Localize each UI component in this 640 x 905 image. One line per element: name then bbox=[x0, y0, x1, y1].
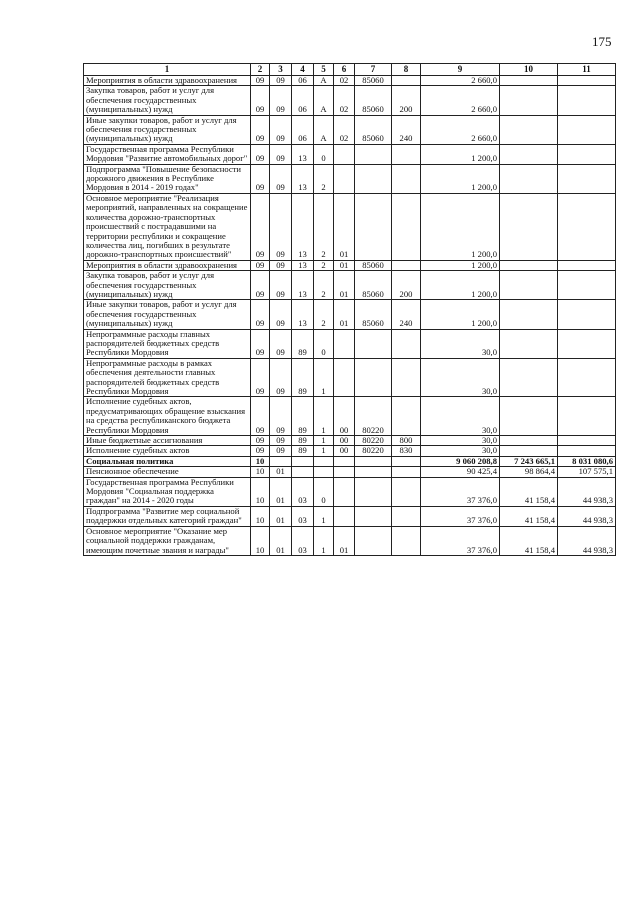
expense-type-cell: 830 bbox=[392, 446, 421, 456]
subsection-code-cell: 01 bbox=[270, 477, 292, 506]
subsection-code-cell: 01 bbox=[270, 506, 292, 526]
program-code-cell: 03 bbox=[292, 526, 314, 555]
amount-col9-cell: 90 425,4 bbox=[421, 467, 500, 477]
event-code-cell bbox=[334, 477, 355, 506]
subprogram-code-cell: 1 bbox=[314, 506, 334, 526]
table-row bbox=[84, 456, 616, 466]
event-code-cell bbox=[334, 329, 355, 358]
header-cell-3: 3 bbox=[270, 64, 292, 76]
subprogram-code-cell: 2 bbox=[314, 260, 334, 270]
expense-type-cell bbox=[392, 477, 421, 506]
target-article-cell bbox=[355, 526, 392, 555]
subsection-code-cell: 01 bbox=[270, 467, 292, 477]
row-name-cell: Мероприятия в области здравоохранения bbox=[84, 260, 251, 270]
amount-col10-cell bbox=[500, 193, 558, 260]
program-code-cell: 89 bbox=[292, 358, 314, 397]
amount-col10-cell bbox=[500, 446, 558, 456]
table-row bbox=[84, 76, 616, 86]
expense-type-cell bbox=[392, 467, 421, 477]
program-code-cell: 03 bbox=[292, 477, 314, 506]
header-cell-5: 5 bbox=[314, 64, 334, 76]
table-row bbox=[84, 164, 616, 193]
subsection-code-cell: 09 bbox=[270, 144, 292, 164]
amount-col10-cell bbox=[500, 260, 558, 270]
amount-col10-cell bbox=[500, 358, 558, 397]
section-code-cell: 10 bbox=[251, 506, 270, 526]
expense-type-cell bbox=[392, 506, 421, 526]
expense-type-cell bbox=[392, 260, 421, 270]
row-name-cell: Государственная программа Республики Мордовия "Социальная поддержка граждан" на 2014 - 2020 годы bbox=[84, 477, 251, 506]
subprogram-code-cell: 2 bbox=[314, 300, 334, 329]
row-name-cell: Социальная политика bbox=[84, 456, 251, 466]
amount-col10-cell bbox=[500, 76, 558, 86]
section-code-cell: 09 bbox=[251, 260, 270, 270]
amount-col10-cell bbox=[500, 164, 558, 193]
amount-col11-cell bbox=[558, 358, 616, 397]
subsection-code-cell: 09 bbox=[270, 397, 292, 436]
table-row bbox=[84, 260, 616, 270]
subprogram-code-cell: A bbox=[314, 115, 334, 144]
subprogram-code-cell: 1 bbox=[314, 358, 334, 397]
program-code-cell: 13 bbox=[292, 144, 314, 164]
expense-type-cell: 200 bbox=[392, 271, 421, 300]
amount-col11-cell bbox=[558, 436, 616, 446]
table-row bbox=[84, 397, 616, 436]
table-header-row bbox=[84, 64, 616, 76]
table-row bbox=[84, 446, 616, 456]
section-code-cell: 09 bbox=[251, 144, 270, 164]
expense-type-cell: 240 bbox=[392, 115, 421, 144]
expense-type-cell bbox=[392, 193, 421, 260]
subsection-code-cell: 09 bbox=[270, 260, 292, 270]
program-code-cell: 89 bbox=[292, 397, 314, 436]
header-cell-6: 6 bbox=[334, 64, 355, 76]
section-code-cell: 10 bbox=[251, 526, 270, 555]
target-article-cell bbox=[355, 506, 392, 526]
subprogram-code-cell: 1 bbox=[314, 397, 334, 436]
budget-table bbox=[83, 63, 616, 556]
target-article-cell: 80220 bbox=[355, 397, 392, 436]
target-article-cell bbox=[355, 467, 392, 477]
table-row bbox=[84, 115, 616, 144]
row-name-cell: Мероприятия в области здравоохранения bbox=[84, 76, 251, 86]
table-row bbox=[84, 193, 616, 260]
target-article-cell bbox=[355, 329, 392, 358]
program-code-cell: 89 bbox=[292, 436, 314, 446]
amount-col10-cell bbox=[500, 436, 558, 446]
section-code-cell: 09 bbox=[251, 271, 270, 300]
expense-type-cell bbox=[392, 144, 421, 164]
row-name-cell: Подпрограмма "Повышение безопасности дорожного движения в Республике Мордовия в 2014 - 2019 годах" bbox=[84, 164, 251, 193]
expense-type-cell bbox=[392, 358, 421, 397]
amount-col11-cell: 44 938,3 bbox=[558, 477, 616, 506]
amount-col10-cell bbox=[500, 86, 558, 115]
amount-col11-cell bbox=[558, 260, 616, 270]
target-article-cell bbox=[355, 164, 392, 193]
subprogram-code-cell: 0 bbox=[314, 144, 334, 164]
section-code-cell: 09 bbox=[251, 115, 270, 144]
section-code-cell: 10 bbox=[251, 477, 270, 506]
subprogram-code-cell: 1 bbox=[314, 446, 334, 456]
amount-col11-cell bbox=[558, 144, 616, 164]
subprogram-code-cell: 0 bbox=[314, 477, 334, 506]
program-code-cell: 89 bbox=[292, 329, 314, 358]
program-code-cell: 06 bbox=[292, 115, 314, 144]
amount-col11-cell bbox=[558, 329, 616, 358]
amount-col9-cell: 30,0 bbox=[421, 358, 500, 397]
event-code-cell bbox=[334, 144, 355, 164]
subprogram-code-cell bbox=[314, 467, 334, 477]
section-code-cell: 09 bbox=[251, 193, 270, 260]
amount-col11-cell bbox=[558, 446, 616, 456]
table-row bbox=[84, 300, 616, 329]
table-row bbox=[84, 144, 616, 164]
event-code-cell: 00 bbox=[334, 397, 355, 436]
row-name-cell: Исполнение судебных актов bbox=[84, 446, 251, 456]
table-row bbox=[84, 477, 616, 506]
amount-col9-cell: 37 376,0 bbox=[421, 526, 500, 555]
amount-col10-cell bbox=[500, 144, 558, 164]
amount-col11-cell bbox=[558, 193, 616, 260]
amount-col9-cell: 2 660,0 bbox=[421, 76, 500, 86]
expense-type-cell bbox=[392, 164, 421, 193]
amount-col11-cell bbox=[558, 300, 616, 329]
amount-col11-cell bbox=[558, 397, 616, 436]
subsection-code-cell: 09 bbox=[270, 436, 292, 446]
row-name-cell: Иные закупки товаров, работ и услуг для обеспечения государственных (муниципальных) нужд bbox=[84, 300, 251, 329]
section-code-cell: 09 bbox=[251, 446, 270, 456]
subprogram-code-cell: 1 bbox=[314, 436, 334, 446]
amount-col9-cell: 37 376,0 bbox=[421, 477, 500, 506]
row-name-cell: Непрограммные расходы главных распорядителей бюджетных средств Республики Мордовия bbox=[84, 329, 251, 358]
section-code-cell: 09 bbox=[251, 164, 270, 193]
program-code-cell: 13 bbox=[292, 260, 314, 270]
event-code-cell bbox=[334, 164, 355, 193]
target-article-cell: 85060 bbox=[355, 86, 392, 115]
row-name-cell: Пенсионное обеспечение bbox=[84, 467, 251, 477]
target-article-cell bbox=[355, 193, 392, 260]
target-article-cell: 85060 bbox=[355, 271, 392, 300]
event-code-cell bbox=[334, 456, 355, 466]
event-code-cell: 02 bbox=[334, 115, 355, 144]
amount-col11-cell bbox=[558, 76, 616, 86]
target-article-cell: 85060 bbox=[355, 260, 392, 270]
amount-col10-cell bbox=[500, 397, 558, 436]
event-code-cell: 00 bbox=[334, 436, 355, 446]
expense-type-cell bbox=[392, 456, 421, 466]
event-code-cell: 01 bbox=[334, 193, 355, 260]
table-row bbox=[84, 271, 616, 300]
section-code-cell: 09 bbox=[251, 358, 270, 397]
target-article-cell: 80220 bbox=[355, 436, 392, 446]
section-code-cell: 09 bbox=[251, 329, 270, 358]
amount-col10-cell: 98 864,4 bbox=[500, 467, 558, 477]
subsection-code-cell: 09 bbox=[270, 76, 292, 86]
header-cell-2: 2 bbox=[251, 64, 270, 76]
table-row bbox=[84, 526, 616, 555]
table-row bbox=[84, 86, 616, 115]
section-code-cell: 09 bbox=[251, 397, 270, 436]
subprogram-code-cell: 2 bbox=[314, 271, 334, 300]
expense-type-cell: 240 bbox=[392, 300, 421, 329]
row-name-cell: Государственная программа Республики Мордовия "Развитие автомобильных дорог" bbox=[84, 144, 251, 164]
target-article-cell: 85060 bbox=[355, 300, 392, 329]
amount-col10-cell: 7 243 665,1 bbox=[500, 456, 558, 466]
event-code-cell bbox=[334, 358, 355, 397]
header-cell-10: 10 bbox=[500, 64, 558, 76]
amount-col9-cell: 1 200,0 bbox=[421, 300, 500, 329]
amount-col11-cell bbox=[558, 164, 616, 193]
table-row bbox=[84, 358, 616, 397]
subsection-code-cell: 09 bbox=[270, 115, 292, 144]
subsection-code-cell: 09 bbox=[270, 164, 292, 193]
section-code-cell: 09 bbox=[251, 300, 270, 329]
amount-col10-cell bbox=[500, 115, 558, 144]
target-article-cell bbox=[355, 358, 392, 397]
subprogram-code-cell: 2 bbox=[314, 164, 334, 193]
header-cell-1: 1 bbox=[84, 64, 251, 76]
section-code-cell: 09 bbox=[251, 436, 270, 446]
header-cell-8: 8 bbox=[392, 64, 421, 76]
subprogram-code-cell: 0 bbox=[314, 329, 334, 358]
program-code-cell: 03 bbox=[292, 506, 314, 526]
table-row bbox=[84, 436, 616, 446]
section-code-cell: 09 bbox=[251, 76, 270, 86]
amount-col9-cell: 1 200,0 bbox=[421, 164, 500, 193]
amount-col10-cell bbox=[500, 329, 558, 358]
target-article-cell: 80220 bbox=[355, 446, 392, 456]
section-code-cell: 09 bbox=[251, 86, 270, 115]
amount-col9-cell: 30,0 bbox=[421, 446, 500, 456]
amount-col9-cell: 30,0 bbox=[421, 397, 500, 436]
event-code-cell: 01 bbox=[334, 526, 355, 555]
program-code-cell bbox=[292, 456, 314, 466]
header-cell-4: 4 bbox=[292, 64, 314, 76]
program-code-cell: 06 bbox=[292, 86, 314, 115]
subsection-code-cell: 09 bbox=[270, 86, 292, 115]
subsection-code-cell: 01 bbox=[270, 526, 292, 555]
amount-col9-cell: 2 660,0 bbox=[421, 115, 500, 144]
subprogram-code-cell: 2 bbox=[314, 193, 334, 260]
amount-col10-cell: 41 158,4 bbox=[500, 506, 558, 526]
row-name-cell: Подпрограмма "Развитие мер социальной поддержки отдельных категорий граждан" bbox=[84, 506, 251, 526]
amount-col9-cell: 1 200,0 bbox=[421, 144, 500, 164]
amount-col10-cell bbox=[500, 271, 558, 300]
event-code-cell: 00 bbox=[334, 446, 355, 456]
subsection-code-cell: 09 bbox=[270, 193, 292, 260]
subsection-code-cell: 09 bbox=[270, 329, 292, 358]
expense-type-cell: 200 bbox=[392, 86, 421, 115]
row-name-cell: Закупка товаров, работ и услуг для обеспечения государственных (муниципальных) нужд bbox=[84, 271, 251, 300]
subprogram-code-cell: A bbox=[314, 76, 334, 86]
amount-col9-cell: 2 660,0 bbox=[421, 86, 500, 115]
expense-type-cell bbox=[392, 76, 421, 86]
amount-col11-cell bbox=[558, 115, 616, 144]
subsection-code-cell bbox=[270, 456, 292, 466]
subprogram-code-cell bbox=[314, 456, 334, 466]
event-code-cell: 02 bbox=[334, 76, 355, 86]
target-article-cell bbox=[355, 144, 392, 164]
row-name-cell: Исполнение судебных актов, предусматривающих обращение взыскания на средства республиканского бюджета Республики Мордовия bbox=[84, 397, 251, 436]
subsection-code-cell: 09 bbox=[270, 300, 292, 329]
amount-col9-cell: 37 376,0 bbox=[421, 506, 500, 526]
program-code-cell: 13 bbox=[292, 271, 314, 300]
event-code-cell bbox=[334, 506, 355, 526]
program-code-cell: 89 bbox=[292, 446, 314, 456]
table-row bbox=[84, 329, 616, 358]
program-code-cell: 13 bbox=[292, 164, 314, 193]
expense-type-cell bbox=[392, 526, 421, 555]
event-code-cell: 02 bbox=[334, 86, 355, 115]
event-code-cell: 01 bbox=[334, 271, 355, 300]
header-cell-11: 11 bbox=[558, 64, 616, 76]
event-code-cell: 01 bbox=[334, 300, 355, 329]
amount-col11-cell: 44 938,3 bbox=[558, 506, 616, 526]
amount-col10-cell: 41 158,4 bbox=[500, 477, 558, 506]
amount-col11-cell: 8 031 080,6 bbox=[558, 456, 616, 466]
row-name-cell: Непрограммные расходы в рамках обеспечения деятельности главных распорядителей бюджетных средств Республики Мордовия bbox=[84, 358, 251, 397]
expense-type-cell: 800 bbox=[392, 436, 421, 446]
page-number: 175 bbox=[592, 34, 612, 49]
subprogram-code-cell: A bbox=[314, 86, 334, 115]
header-cell-9: 9 bbox=[421, 64, 500, 76]
row-name-cell: Иные бюджетные ассигнования bbox=[84, 436, 251, 446]
row-name-cell: Основное мероприятие "Реализация мероприятий, направленных на сокращение количества дорожно-транспортных происшествий с пострадавшими на территории республики и сокращение количества лиц, погибших в результате дорожно-транспортных происшествий" bbox=[84, 193, 251, 260]
target-article-cell: 85060 bbox=[355, 115, 392, 144]
table-row bbox=[84, 467, 616, 477]
subsection-code-cell: 09 bbox=[270, 358, 292, 397]
subsection-code-cell: 09 bbox=[270, 271, 292, 300]
section-code-cell: 10 bbox=[251, 456, 270, 466]
expense-type-cell bbox=[392, 329, 421, 358]
event-code-cell: 01 bbox=[334, 260, 355, 270]
program-code-cell: 13 bbox=[292, 193, 314, 260]
amount-col10-cell bbox=[500, 300, 558, 329]
amount-col11-cell: 44 938,3 bbox=[558, 526, 616, 555]
amount-col9-cell: 1 200,0 bbox=[421, 193, 500, 260]
target-article-cell: 85060 bbox=[355, 76, 392, 86]
event-code-cell bbox=[334, 467, 355, 477]
target-article-cell bbox=[355, 456, 392, 466]
subprogram-code-cell: 1 bbox=[314, 526, 334, 555]
amount-col11-cell: 107 575,1 bbox=[558, 467, 616, 477]
table-row bbox=[84, 506, 616, 526]
expense-type-cell bbox=[392, 397, 421, 436]
program-code-cell: 13 bbox=[292, 300, 314, 329]
amount-col9-cell: 1 200,0 bbox=[421, 260, 500, 270]
amount-col9-cell: 9 060 208,8 bbox=[421, 456, 500, 466]
program-code-cell: 06 bbox=[292, 76, 314, 86]
section-code-cell: 10 bbox=[251, 467, 270, 477]
row-name-cell: Иные закупки товаров, работ и услуг для обеспечения государственных (муниципальных) нужд bbox=[84, 115, 251, 144]
row-name-cell: Основное мероприятие "Оказание мер социальной поддержки гражданам, имеющим почетные звания и награды" bbox=[84, 526, 251, 555]
header-cell-7: 7 bbox=[355, 64, 392, 76]
amount-col11-cell bbox=[558, 86, 616, 115]
amount-col9-cell: 30,0 bbox=[421, 436, 500, 446]
target-article-cell bbox=[355, 477, 392, 506]
amount-col9-cell: 30,0 bbox=[421, 329, 500, 358]
amount-col9-cell: 1 200,0 bbox=[421, 271, 500, 300]
amount-col11-cell bbox=[558, 271, 616, 300]
program-code-cell bbox=[292, 467, 314, 477]
row-name-cell: Закупка товаров, работ и услуг для обеспечения государственных (муниципальных) нужд bbox=[84, 86, 251, 115]
amount-col10-cell: 41 158,4 bbox=[500, 526, 558, 555]
subsection-code-cell: 09 bbox=[270, 446, 292, 456]
